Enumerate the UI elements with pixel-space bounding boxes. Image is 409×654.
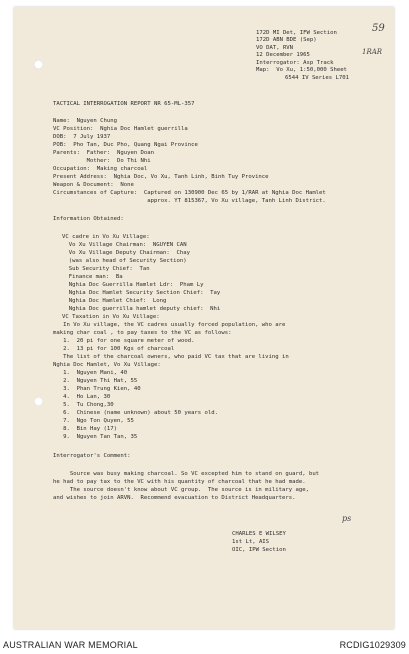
info-line: 1. 20 pi for one square meter of wood. [53,338,195,344]
info-line: Vo Xu Village Chairman: NGUYEN CAN [62,242,187,248]
info-line: Finance man: Ba [62,274,123,280]
info-line: 1. Nguyen Mani, 40 [53,370,128,376]
info-line: Nghia Doc Hamlet Chief: Long [62,298,167,304]
subject-line: Mother: Do Thi Nhi [53,158,151,164]
header-map-line1: Map: Vo Xu, 1:50,000 Sheet [256,67,347,73]
info-line: VC cadre in Vo Xu Village: [62,234,150,240]
info-line: 8. Bin Hay (17) [53,426,117,432]
subject-line: Weapon & Document: None [53,182,134,188]
info-line: VC Taxation in Vo Xu Village: [62,314,160,320]
subject-line: Parents: Father: Nguyen Doan [53,150,155,156]
info-line: 2. Nguyen Thi Hat, 55 [53,378,138,384]
info-line: 7. Ngo Ton Quyen, 55 [53,418,134,424]
info-line: Vo Xu Village Deputy Chairman: Chay [62,250,190,256]
report-title: TACTICAL INTERROGATION REPORT NR 65-ML-357 [53,101,195,107]
info-heading: Information Obtained: [53,216,124,222]
footer-archive-name: AUSTRALIAN WAR MEMORIAL [3,640,138,650]
info-line: (was also head of Security Section) [62,258,187,264]
subject-line: Circumstances of Capture: Captured on 130900 Dec 65 by 1/RAR at Nghia Doc Hamlet [53,190,326,196]
subject-line: Name: Nguyen Chung [53,118,117,124]
signature-rank: 1st Lt, AIS [232,539,270,545]
header-map-line2: 6544 IV Series L701 [285,75,349,81]
info-line: The list of the charcoal owners, who paid VC tax that are living in [53,354,289,360]
signature-name: CHARLES E WILSEY [232,531,286,537]
comment-line: Source was busy making charcoal. So VC excepted him to stand on guard, but [53,471,320,477]
subject-line: Present Address: Nghia Doc, Vo Xu, Tanh Linh, Binh Tuy Province [53,174,269,180]
info-line: 9. Nguyen Tan Tan, 35 [53,434,138,440]
header-unit-line1: 172D MI Det, IFW Section [256,30,337,36]
info-line: Nghia Doc Guerrilla Hamlet Ldr: Pham Ly [62,282,204,288]
header-location: VO DAT, RVN [256,45,294,51]
subject-line: DOB: 7 July 1937 [53,134,111,140]
info-line: making char coal , to pay taxes to the VC as follows: [53,330,232,336]
handwritten-initials: ps [342,514,352,523]
info-line: Nghia Doc guerrilla hamlet deputy chief: Nhi [62,306,221,312]
comment-line: and wishes to join ARVN. Recommend evacuation to District Headquarters. [53,495,296,501]
info-line: Sub Security Chief: Tan [62,266,150,272]
handwritten-page-number: 59 [372,23,385,34]
info-line: Nghia Doc Hamlet Security Section Chief: Tay [62,290,221,296]
info-line: 4. Ho Lan, 30 [53,394,111,400]
handwritten-unit-note: 1RAR [362,48,383,56]
info-line: 2. 13 pi for 100 Kgs of charcoal [53,346,175,352]
archive-footer [0,635,409,654]
punch-hole [34,397,43,406]
comment-line: The source doesn't know about VC group. The source is in military age, [53,487,309,493]
header-interrogator: Interrogator: Asp Track [256,60,334,66]
signature-title: OIC, IPW Section [232,547,286,553]
subject-line: POB: Pho Tan, Duc Pho, Quang Ngai Province [53,142,198,148]
info-line: 6. Chinese (name unknown) about 50 years old. [53,410,219,416]
header-date: 12 December 1965 [256,52,310,58]
header-unit-line2: 172D ABN BDE (Sep) [256,37,317,43]
info-line: In Vo Xu village, the VC cadres usually forced population, who are [53,322,286,328]
subject-line: Occupation: Making charcoal [53,166,148,172]
subject-line: VC Position: Nghia Doc Hamlet guerrilla [53,126,188,132]
subject-line: approx. YT 815367, Vo Xu village, Tanh Linh District. [53,198,326,204]
info-line: 3. Phan Trung Kien, 40 [53,386,141,392]
comments-heading: Interrogator's Comment: [53,453,131,459]
punch-hole [34,60,43,69]
footer-record-id: RCDIG1029309 [339,640,406,650]
info-line: 5. Tu Chong,30 [53,402,114,408]
info-line: Nghia Doc Hamlet, Vo Xu Village: [53,362,161,368]
comment-line: he had to pay tax to the VC with his quantity of charcoal that he had made. [53,479,306,485]
